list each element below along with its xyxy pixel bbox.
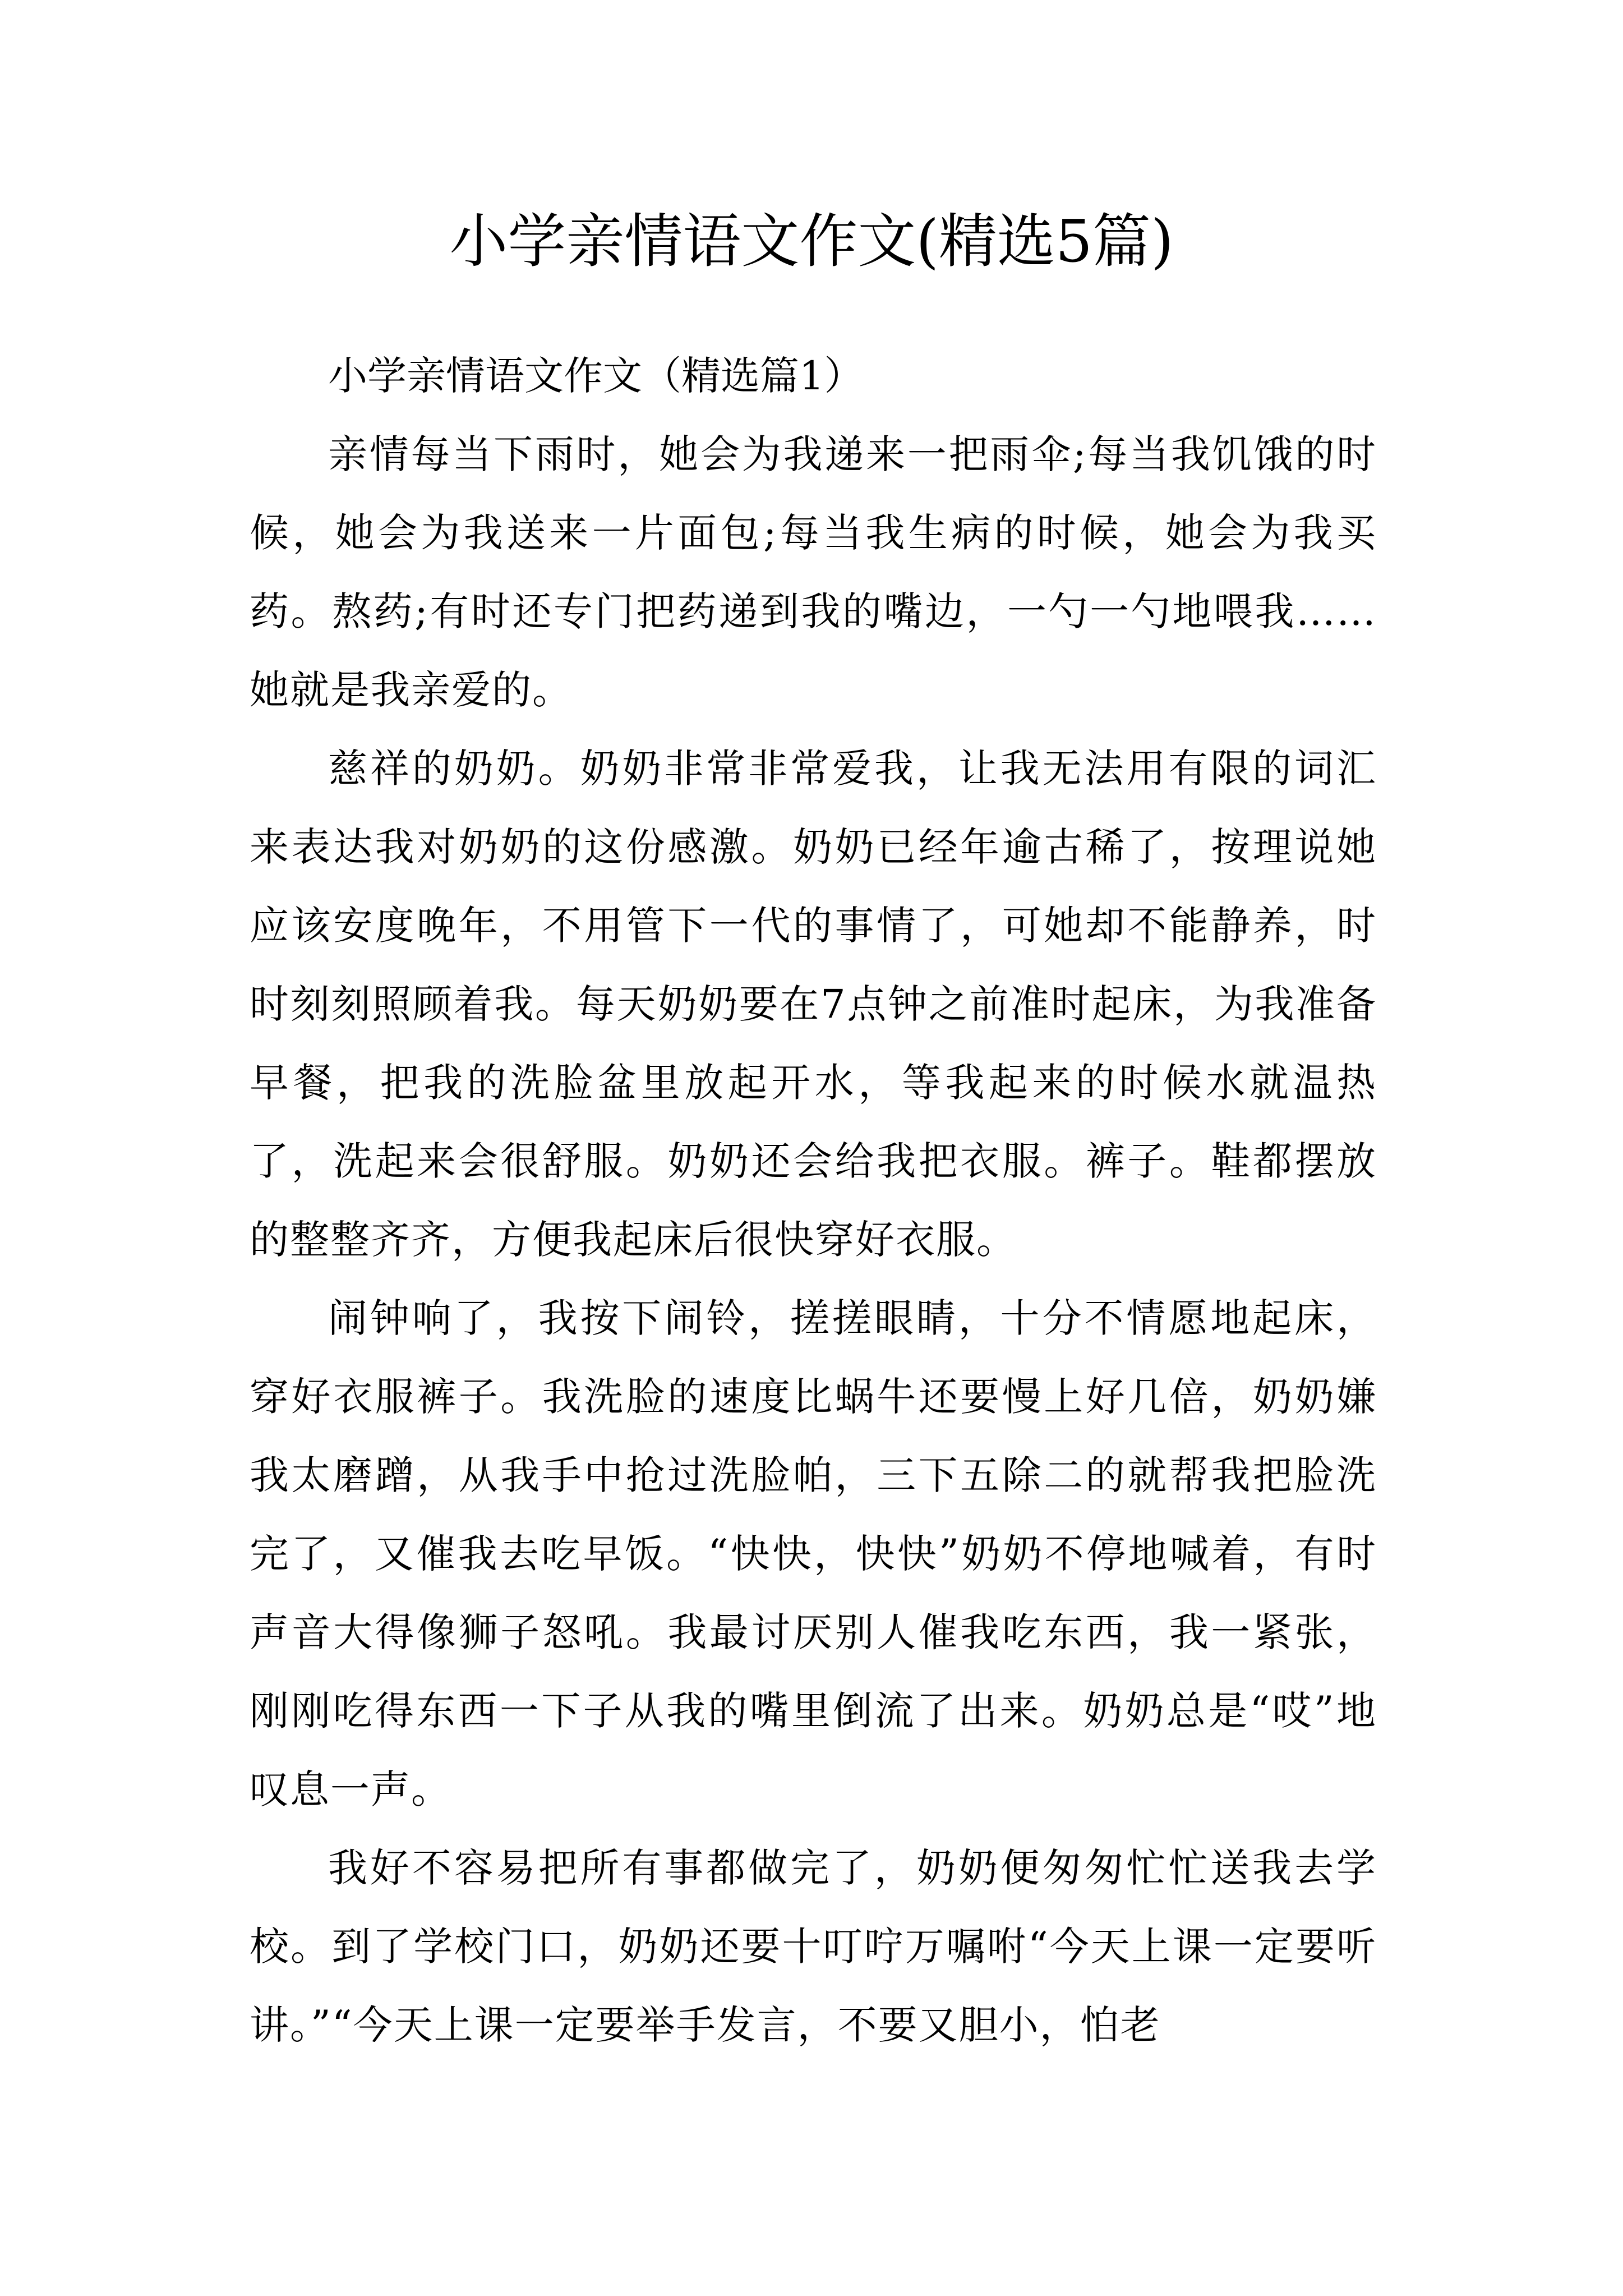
document-title: 小学亲情语文作文(精选5篇) [449,207,1174,275]
document-body [250,337,1377,2064]
paragraph-1: 亲情每当下雨时，她会为我递来一把雨伞;每当我饥饿的时候，她会为我送来一片面包;每当我生病的时候，她会为我买药。熬药;有时还专门把药递到我的嘴边，一勺一勺地喂我……她就是我亲爱的。 [250,431,1377,713]
paragraph-4: 我好不容易把所有事都做完了，奶奶便匆匆忙忙送我去学校。到了学校门口，奶奶还要十叮咛万嘱咐“今天上课一定要听讲。”“今天上课一定要举手发言，不要又胆小，怕老 [250,1845,1377,2048]
paragraph-3: 闹钟响了，我按下闹铃，搓搓眼睛，十分不情愿地起床，穿好衣服裤子。我洗脸的速度比蜗牛还要慢上好几倍，奶奶嫌我太磨蹭，从我手中抢过洗脸帕，三下五除二的就帮我把脸洗完了，又催我去吃早饭。“快快，快快”奶奶不停地喊着，有时声音大得像狮子怒吼。我最讨厌别人催我吃东西，我一紧张，刚刚吃得东西一下子从我的嘴里倒流了出来。奶奶总是“哎”地叹息一声。 [250,1295,1377,1812]
section-heading: 小学亲情语文作文（精选篇1） [328,353,864,399]
paragraph-2: 慈祥的奶奶。奶奶非常非常爱我，让我无法用有限的词汇来表达我对奶奶的这份感激。奶奶已经年逾古稀了，按理说她应该安度晚年，不用管下一代的事情了，可她却不能静养，时时刻刻照顾着我。每天奶奶要在7点钟之前准时起床，为我准备早餐，把我的洗脸盆里放起开水，等我起来的时候水就温热了，洗起来会很舒服。奶奶还会给我把衣服。裤子。鞋都摆放的整整齐齐，方便我起床后很快穿好衣服。 [250,746,1377,1263]
